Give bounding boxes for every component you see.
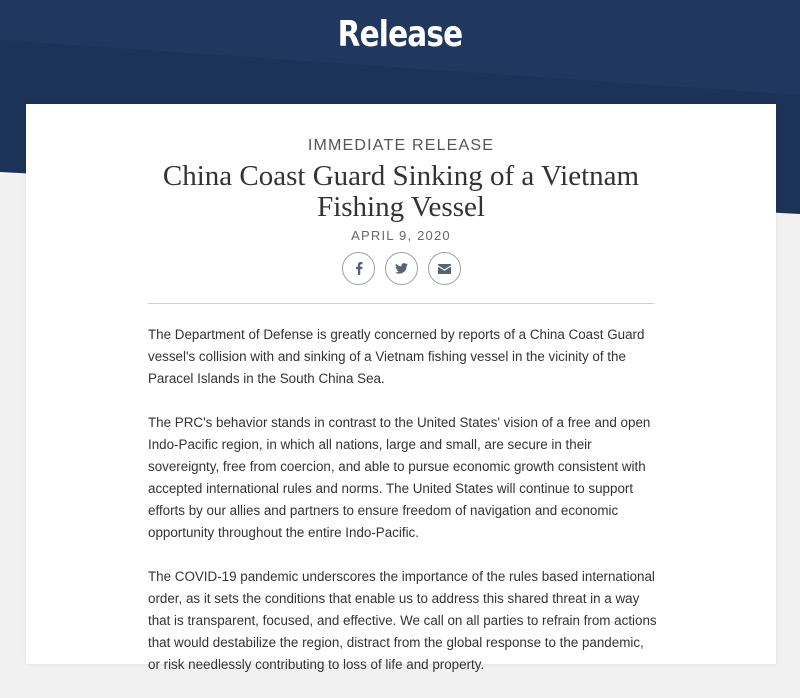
article-date: APRIL 9, 2020 <box>351 228 451 243</box>
page-title: Release <box>337 14 463 55</box>
share-email-button[interactable] <box>428 252 461 285</box>
facebook-icon <box>355 262 363 275</box>
article-headline: China Coast Guard Sinking of a Vietnam Fishing Vessel <box>162 160 640 223</box>
article-paragraph: The PRC's behavior stands in contrast to the United States' vision of a free and open Indo-Pacific region, in which all nations, large and small, are secure in their sovereignty, free from coercion, and able to pursue economic growth consistent with accepted international rules and norms. The United States will continue to support efforts by our allies and partners to ensure freedom of navigation and economic opportunity throughout the entire Indo-Pacific. <box>148 415 651 540</box>
release-card <box>26 104 776 672</box>
article-paragraph: The COVID-19 pandemic underscores the importance of the rules based international order, as it sets the conditions that enable us to address this shared threat in a way that is transparent, focused, and effective. We call on all parties to refrain from actions that would destabilize the region, distract from the global response to the pandemic, or risk needlessly contributing to loss of life and property. <box>148 569 657 672</box>
share-buttons <box>342 252 462 285</box>
share-facebook-button[interactable] <box>342 252 375 285</box>
twitter-icon <box>395 263 408 274</box>
email-icon <box>438 264 451 274</box>
divider <box>148 303 654 304</box>
release-type-label: IMMEDIATE RELEASE <box>307 137 495 154</box>
share-twitter-button[interactable] <box>385 252 418 285</box>
article-body <box>148 324 658 698</box>
article-paragraph: The Department of Defense is greatly concerned by reports of a China Coast Guard vessel's collision with and sinking of a Vietnam fishing vessel in the vicinity of the Paracel Islands in the South China Sea. <box>148 327 645 386</box>
